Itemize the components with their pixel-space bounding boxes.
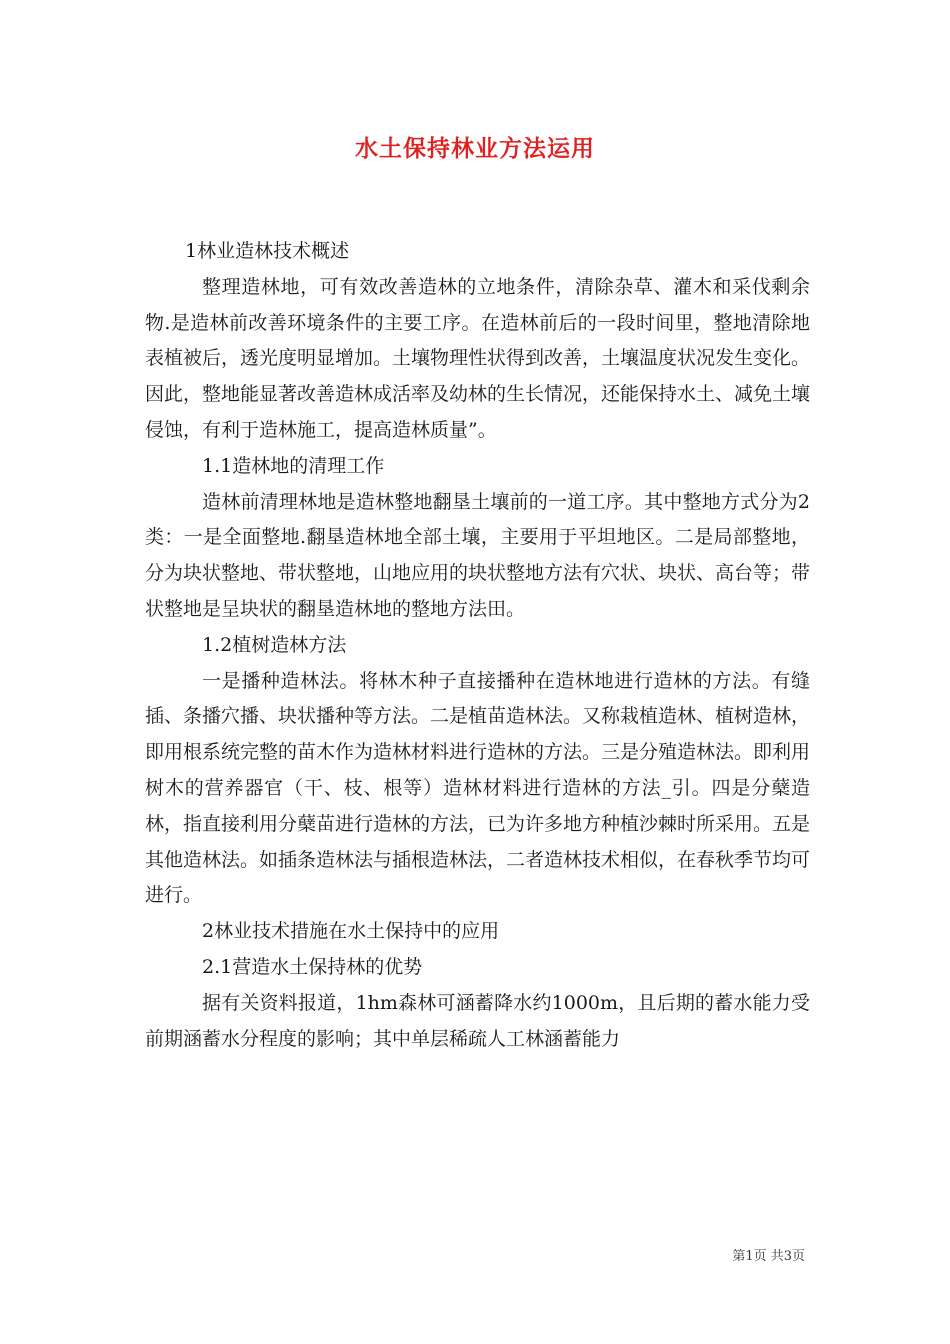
section-heading-1-1: 1.1造林地的清理工作 [202,454,385,477]
section-heading-2-1: 2.1营造水土保持林的优势 [202,955,423,978]
document-body [145,234,810,1057]
section-heading-1-2: 1.2植树造林方法 [202,633,347,656]
section-heading-1: 1林业造林技术概述 [185,240,350,262]
paragraph-2-1: 据有关资料报道，1hm森林可涵蓄降水约1000m，且后期的蓄水能力受前期涵蓄水分程度的影响；其中单层稀疏人工林涵蓄能力 [145,991,810,1050]
document-title: 水土保持林业方法运用 [355,136,595,162]
page-footer: 第1页 共3页 [732,1249,805,1264]
section-heading-2: 2林业技术措施在水土保持中的应用 [202,920,500,943]
paragraph-1-2: 一是播种造林法。将林木种子直接播种在造林地进行造林的方法。有缝插、条播穴播、块状播种等方法。二是植苗造林法。又称栽植造林、植树造林，即用根系统完整的苗木作为造林材料进行造林的方法。三是分殖造林法。即利用树木的营养器官（干、枝、根等）造林材料进行造林的方法_引。四是分蘖造林，指直接利用分蘖苗进行造林的方法，已为许多地方种植沙棘时所采用。五是其他造林法。如插条造林法与插根造林法，二者造林技术相似，在春秋季节均可进行。 [145,669,811,907]
paragraph-1: 整理造林地，可有效改善造林的立地条件，清除杂草、灌木和采伐剩余物.是造林前改善环境条件的主要工序。在造林前后的一段时间里，整地清除地表植被后，透光度明显增加。土壤物理性状得到改善，土壤温度状况发生变化。因此，整地能显著改善造林成活率及幼林的生长情况，还能保持水土、减免土壤侵蚀，有利于造林施工，提高造林质量”。 [145,275,811,441]
paragraph-1-1: 造林前清理林地是造林整地翻垦土壤前的一道工序。其中整地方式分为2类：一是全面整地.翻垦造林地全部土壤，主要用于平坦地区。二是局部整地，分为块状整地、带状整地，山地应用的块状整地方法有穴状、块状、高台等；带状整地是呈块状的翻垦造林地的整地方法田。 [145,490,811,620]
